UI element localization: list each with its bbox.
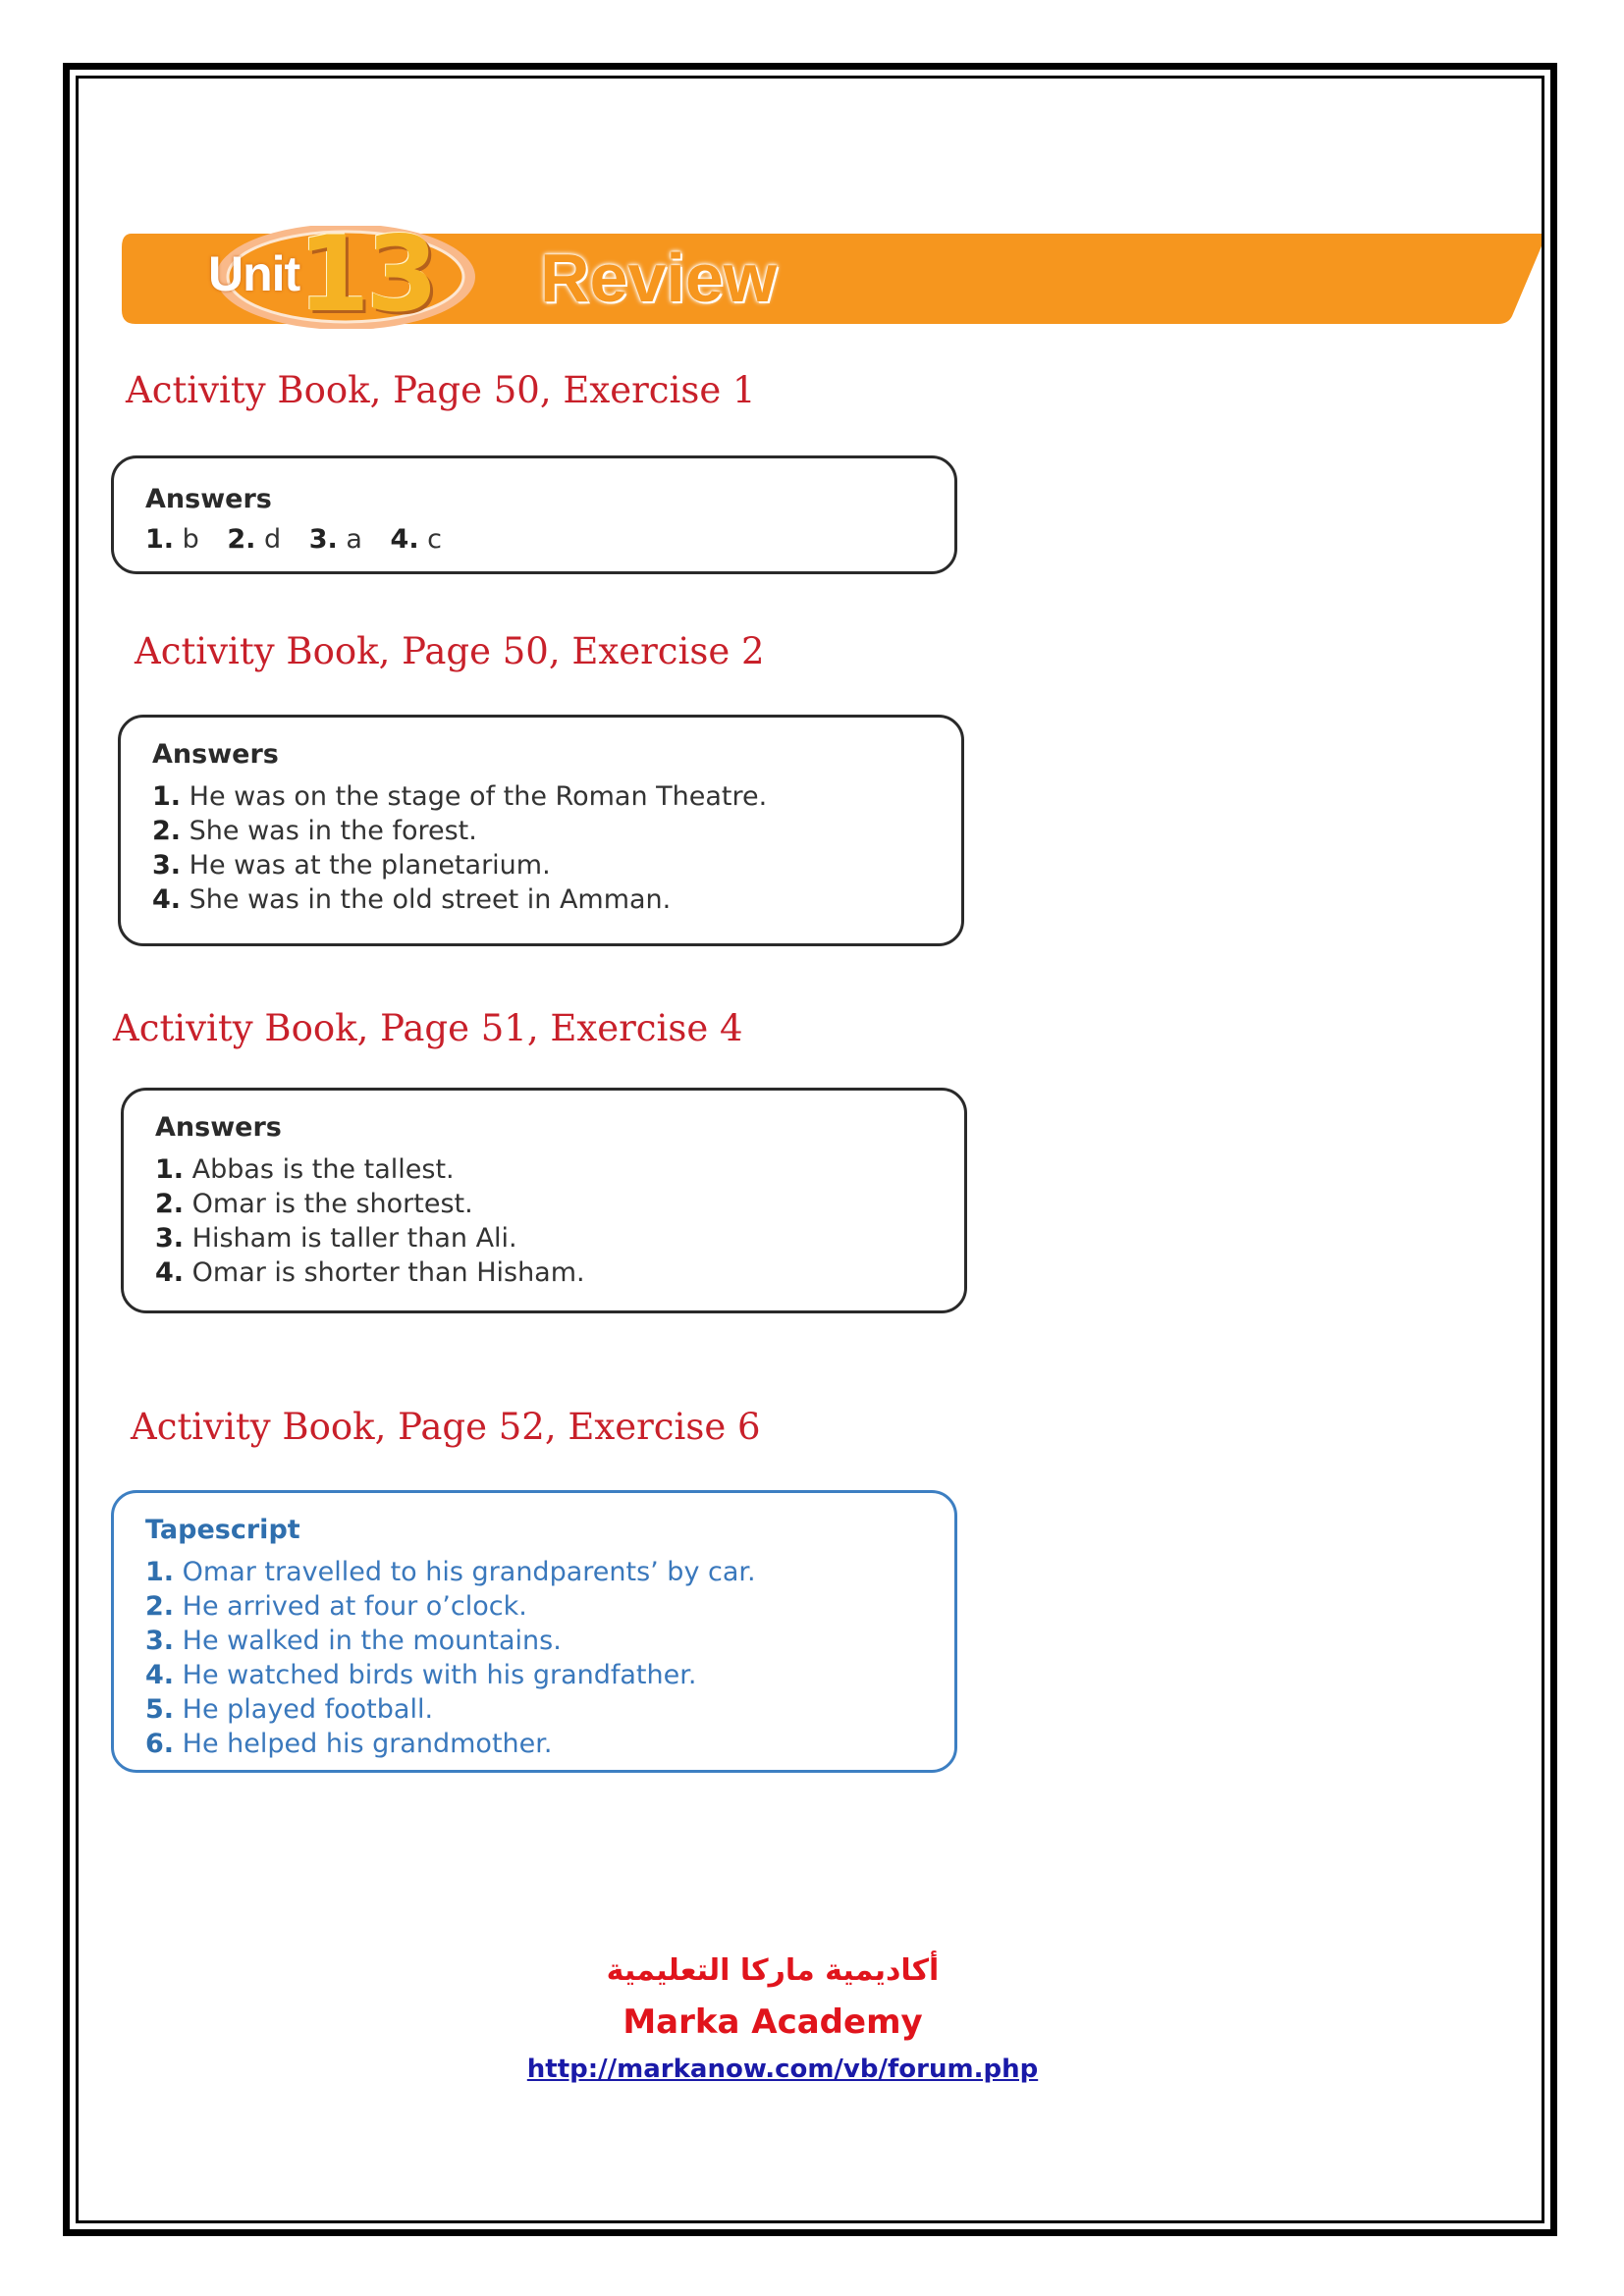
answer-line <box>155 1187 933 1221</box>
answer-line <box>152 814 930 848</box>
answer-box <box>111 455 957 574</box>
line-number: 4. <box>145 1660 175 1690</box>
box-title: Answers <box>145 484 272 514</box>
answer-line <box>155 1152 933 1187</box>
section-heading: Activity Book, Page 50, Exercise 1 <box>126 369 756 411</box>
answer-item <box>309 524 362 555</box>
tapescript-line <box>145 1555 923 1589</box>
line-text: Omar travelled to his grandparents’ by car. <box>182 1557 756 1587</box>
answer-box <box>121 1088 967 1313</box>
line-text: He watched birds with his grandfather. <box>182 1660 697 1690</box>
answer-number: 1. <box>155 1154 185 1185</box>
answer-text: He was on the stage of the Roman Theatre. <box>189 781 768 812</box>
answer-number: 2. <box>155 1189 185 1219</box>
section-heading: Activity Book, Page 50, Exercise 2 <box>135 630 765 672</box>
answer-line <box>155 1255 933 1290</box>
answer-text: Hisham is taller than Ali. <box>191 1223 517 1254</box>
tapescript-line <box>145 1589 923 1624</box>
answer-text: She was in the forest. <box>189 816 477 846</box>
section-heading: Activity Book, Page 51, Exercise 4 <box>113 1007 743 1049</box>
line-text: He helped his grandmother. <box>182 1729 553 1759</box>
answer-text: He was at the planetarium. <box>189 850 551 881</box>
answer-number: 4. <box>155 1257 185 1288</box>
box-title: Tapescript <box>145 1515 300 1545</box>
answer-line <box>152 779 930 814</box>
line-number: 6. <box>145 1729 175 1759</box>
line-text: He played football. <box>182 1694 434 1725</box>
tapescript-line <box>145 1727 923 1761</box>
line-text: He walked in the mountains. <box>182 1626 562 1656</box>
unit-banner <box>118 214 1542 335</box>
answer-text: a <box>346 524 362 555</box>
answer-text: Omar is shorter than Hisham. <box>191 1257 585 1288</box>
answer-number: 4. <box>152 884 182 915</box>
answer-box <box>118 715 964 946</box>
answer-number: 3. <box>152 850 182 881</box>
answer-item <box>391 524 443 555</box>
line-number: 2. <box>145 1591 175 1622</box>
answer-line <box>152 848 930 882</box>
answer-item <box>145 524 199 555</box>
answer-line <box>155 1221 933 1255</box>
box-title: Answers <box>155 1112 282 1143</box>
banner-title: Review <box>540 240 778 316</box>
tapescript-line <box>145 1658 923 1692</box>
section-heading: Activity Book, Page 52, Exercise 6 <box>131 1406 761 1448</box>
answer-text: b <box>182 524 199 555</box>
tapescript-line <box>145 1692 923 1727</box>
box-title: Answers <box>152 739 279 770</box>
answer-text: Abbas is the tallest. <box>191 1154 455 1185</box>
answer-text: She was in the old street in Amman. <box>189 884 672 915</box>
line-number: 1. <box>145 1557 175 1587</box>
answer-number: 2. <box>227 524 256 555</box>
answer-item <box>227 524 281 555</box>
answer-text: Omar is the shortest. <box>191 1189 473 1219</box>
answer-line <box>152 882 930 917</box>
footer-english-name: Marka Academy <box>623 2002 923 2042</box>
answer-number: 2. <box>152 816 182 846</box>
line-number: 5. <box>145 1694 175 1725</box>
unit-number: 13 <box>298 214 435 335</box>
inline-answer-list <box>145 522 923 557</box>
line-number: 3. <box>145 1626 175 1656</box>
answer-number: 3. <box>308 524 338 555</box>
footer-link[interactable]: http://markanow.com/vb/forum.php <box>526 2055 1039 2084</box>
answer-number: 1. <box>152 781 182 812</box>
tapescript-line <box>145 1624 923 1658</box>
answer-text: c <box>427 524 443 555</box>
footer-arabic-name: أكاديمية ماركا التعليمية <box>606 1953 940 1988</box>
answer-number: 1. <box>145 524 175 555</box>
unit-label: Unit <box>208 246 300 301</box>
answer-number: 4. <box>390 524 419 555</box>
answer-number: 3. <box>155 1223 185 1254</box>
line-text: He arrived at four o’clock. <box>182 1591 527 1622</box>
answer-text: d <box>264 524 282 555</box>
tapescript-box <box>111 1490 957 1773</box>
